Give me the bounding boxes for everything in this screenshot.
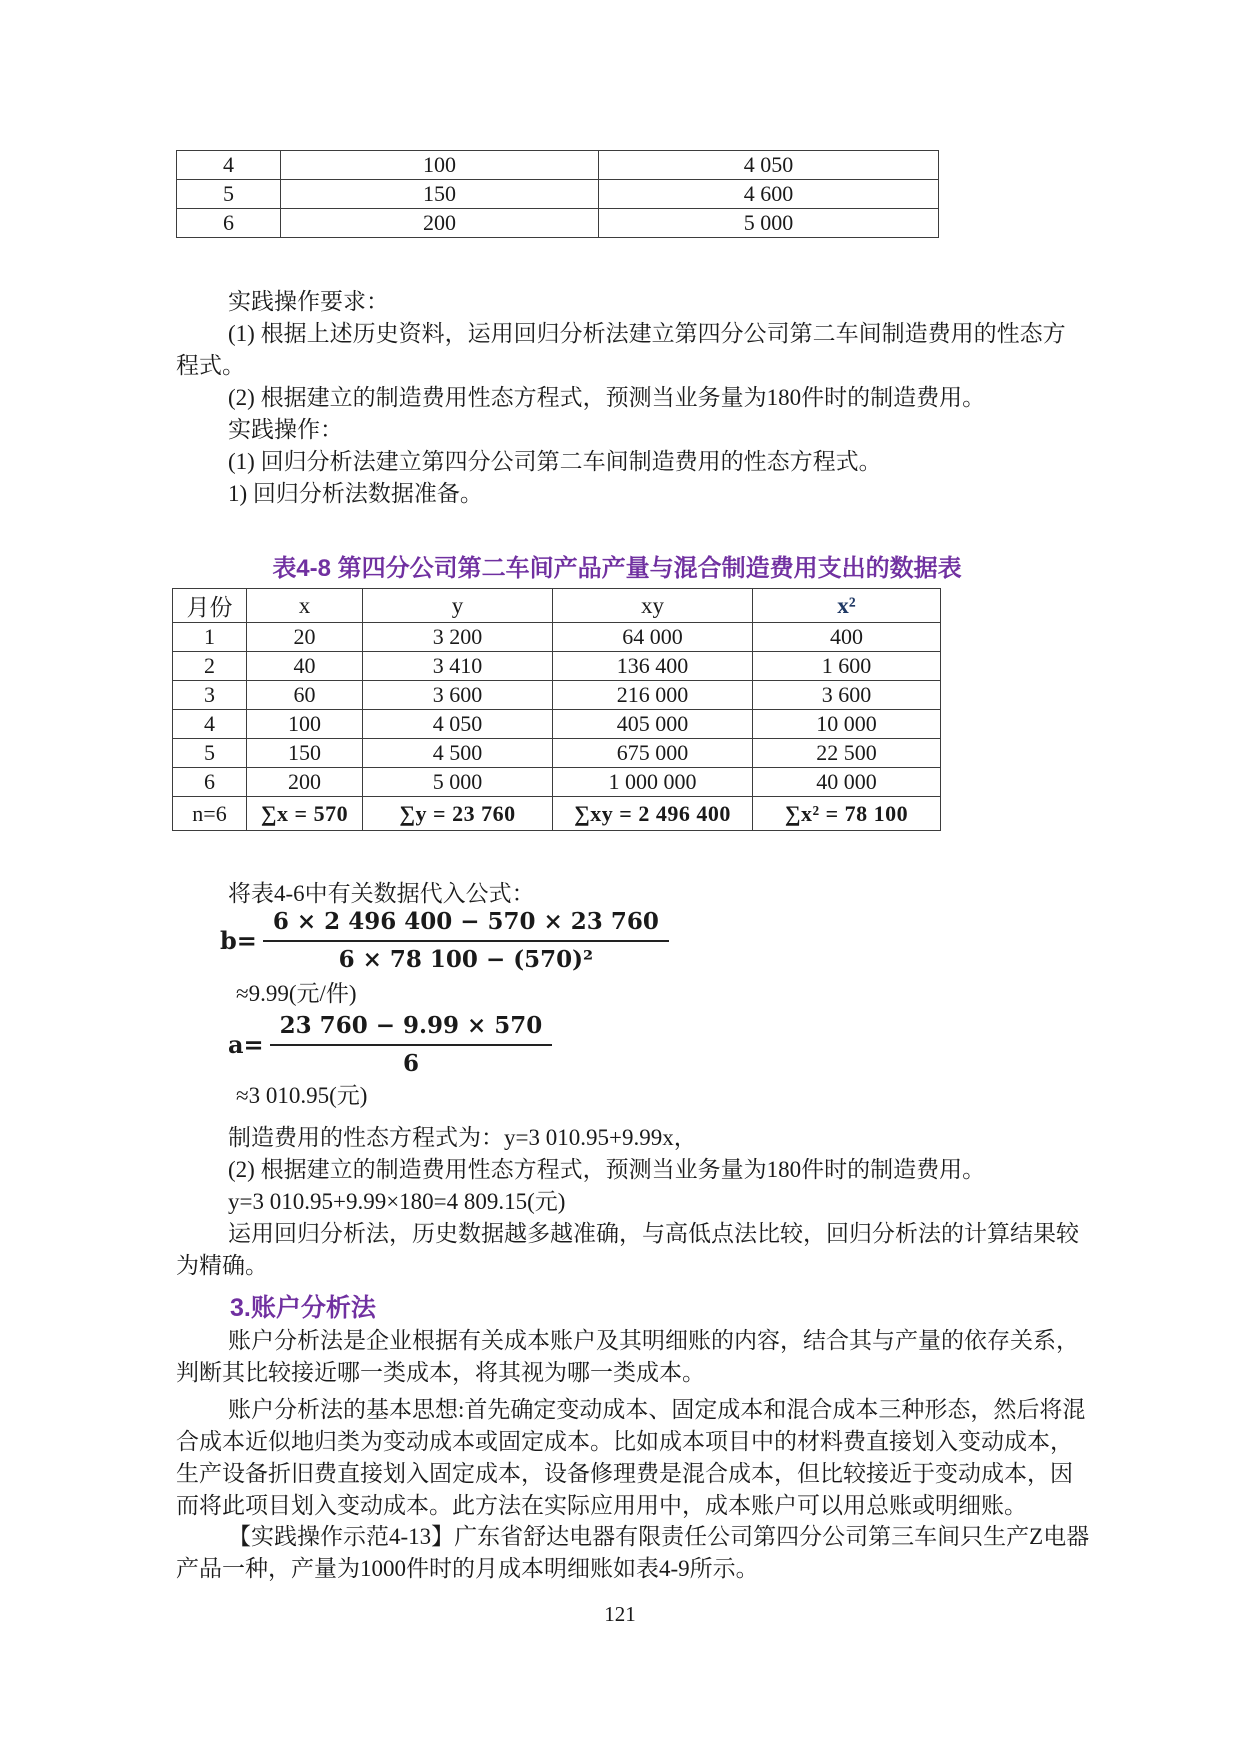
table-cell: 5: [177, 180, 281, 209]
table-cell: 3 410: [363, 652, 553, 681]
table-row: [177, 209, 939, 238]
table-row: [173, 652, 941, 681]
table-header-cell: y: [363, 589, 553, 623]
table-sum-row: [173, 797, 941, 831]
table-row: [173, 710, 941, 739]
table-cell-sum-x-squared: ∑x² = 78 100: [753, 797, 941, 831]
table-4-8-title: 表4-8 第四分公司第二车间产品产量与混合制造费用支出的数据表: [272, 555, 962, 582]
text-line: 1) 回归分析法数据准备。: [228, 481, 483, 506]
formula-b-result: ≈9.99(元/件): [236, 981, 357, 1006]
table-cell: 4: [177, 151, 281, 180]
table-header-cell: x: [247, 589, 363, 623]
text-line: y=3 010.95+9.99×180=4 809.15(元): [228, 1189, 566, 1214]
table-cell: 5 000: [599, 209, 939, 238]
table-cell: 216 000: [553, 681, 753, 710]
table-row: [173, 681, 941, 710]
table-cell: 136 400: [553, 652, 753, 681]
formula-a-fraction: [270, 1009, 553, 1079]
text-line: 生产设备折旧费直接划入固定成本，设备修理费是混合成本，但比较接近于变动成本，因: [176, 1461, 1073, 1486]
table-cell: 2: [173, 652, 247, 681]
formula-a-lhs: a=: [228, 1029, 264, 1059]
text-line: 程式。: [176, 353, 245, 378]
table-row: [177, 180, 939, 209]
table-cell: 5 000: [363, 768, 553, 797]
text-line: 【实践操作示范4-13】广东省舒达电器有限责任公司第四分公司第三车间只生产Z电器: [228, 1524, 1090, 1549]
text-line: 实践操作：: [228, 417, 343, 442]
paragraph-block-3a: [176, 1325, 1079, 1389]
table-cell: 22 500: [753, 739, 941, 768]
table-cell: 6: [177, 209, 281, 238]
formula-b-numerator: 6 × 2 496 400 − 570 × 23 760: [263, 905, 669, 942]
data-table-4-8: [172, 588, 941, 831]
formula-a-numerator: 23 760 − 9.99 × 570: [270, 1009, 553, 1046]
table-row: [177, 151, 939, 180]
table-cell: 3 600: [753, 681, 941, 710]
table-cell: 60: [247, 681, 363, 710]
table-cell: 5: [173, 739, 247, 768]
table-header-cell: 月份: [173, 589, 247, 623]
text-line: (1) 根据上述历史资料，运用回归分析法建立第四分公司第二车间制造费用的性态方: [228, 321, 1066, 346]
table-cell-n: n=6: [173, 797, 247, 831]
table-cell-sum-y: ∑y = 23 760: [363, 797, 553, 831]
table-cell: 150: [281, 180, 599, 209]
table-cell: 400: [753, 623, 941, 652]
table-cell: 100: [247, 710, 363, 739]
table-cell: 405 000: [553, 710, 753, 739]
table-cell: 4 500: [363, 739, 553, 768]
table-row: [173, 739, 941, 768]
table-cell-sum-x: ∑x = 570: [247, 797, 363, 831]
table-cell: 20: [247, 623, 363, 652]
table-cell-sum-xy: ∑xy = 2 496 400: [553, 797, 753, 831]
formula-intro-line: 将表4-6中有关数据代入公式：: [228, 881, 535, 906]
table-cell: 10 000: [753, 710, 941, 739]
formula-a-result: ≈3 010.95(元): [236, 1083, 368, 1108]
text-line: 账户分析法是企业根据有关成本账户及其明细账的内容，结合其与产量的依存关系，: [228, 1328, 1079, 1353]
table-cell: 64 000: [553, 623, 753, 652]
table-cell: 3 200: [363, 623, 553, 652]
table-cell: 1 600: [753, 652, 941, 681]
table-cell: 675 000: [553, 739, 753, 768]
text-line: 而将此项目划入变动成本。此方法在实际应用用中，成本账户可以用总账或明细账。: [176, 1493, 1027, 1518]
table-cell: 1 000 000: [553, 768, 753, 797]
text-line: 产品一种，产量为1000件时的月成本明细账如表4-9所示。: [176, 1556, 759, 1581]
text-line: (2) 根据建立的制造费用性态方程式，预测当业务量为180件时的制造费用。: [228, 385, 986, 410]
paragraph-block-1: [176, 286, 1066, 510]
paragraph-block-3c: [176, 1521, 1090, 1585]
text-line: 制造费用的性态方程式为：y=3 010.95+9.99x，: [228, 1125, 697, 1150]
table-cell: 4: [173, 710, 247, 739]
table-cell: 4 600: [599, 180, 939, 209]
table-cell: 6: [173, 768, 247, 797]
continuation-table: [176, 150, 939, 238]
formula-b: [220, 906, 669, 974]
paragraph-block-3b: [176, 1394, 1086, 1522]
table-cell: 200: [281, 209, 599, 238]
table-cell: 4 050: [599, 151, 939, 180]
text-line: 实践操作要求：: [228, 289, 389, 314]
formula-a: [228, 1012, 552, 1076]
table-cell: 100: [281, 151, 599, 180]
text-line: 账户分析法的基本思想:首先确定变动成本、固定成本和混合成本三种形态，然后将混: [228, 1397, 1086, 1422]
table-row: [173, 623, 941, 652]
table-cell: 40 000: [753, 768, 941, 797]
table-cell: 3 600: [363, 681, 553, 710]
table-cell: 4 050: [363, 710, 553, 739]
table-cell: 40: [247, 652, 363, 681]
table-header-row: [173, 589, 941, 623]
table-cell: 200: [247, 768, 363, 797]
formula-b-lhs: b=: [220, 925, 257, 955]
table-header-cell: xy: [553, 589, 753, 623]
text-line: 运用回归分析法，历史数据越多越准确，与高低点法比较，回归分析法的计算结果较: [228, 1221, 1079, 1246]
formula-b-denominator: 6 × 78 100 − (570)²: [338, 946, 594, 973]
page-number: 121: [604, 1602, 636, 1626]
table-cell: 150: [247, 739, 363, 768]
table-cell: 3: [173, 681, 247, 710]
formula-a-denominator: 6: [402, 1050, 419, 1077]
text-line: 判断其比较接近哪一类成本，将其视为哪一类成本。: [176, 1360, 705, 1385]
table-header-cell-x-squared: x²: [753, 589, 941, 623]
table-row: [173, 768, 941, 797]
formula-b-fraction: [263, 905, 669, 975]
paragraph-block-2: [176, 1122, 1079, 1282]
text-line: 合成本近似地归类为变动成本或固定成本。比如成本项目中的材料费直接划入变动成本，: [176, 1429, 1073, 1454]
text-line: (1) 回归分析法建立第四分公司第二车间制造费用的性态方程式。: [228, 449, 882, 474]
text-line: (2) 根据建立的制造费用性态方程式，预测当业务量为180件时的制造费用。: [228, 1157, 986, 1182]
section-heading-account-analysis: 3.账户分析法: [230, 1294, 376, 1322]
table-cell: 1: [173, 623, 247, 652]
text-line: 为精确。: [176, 1253, 268, 1278]
